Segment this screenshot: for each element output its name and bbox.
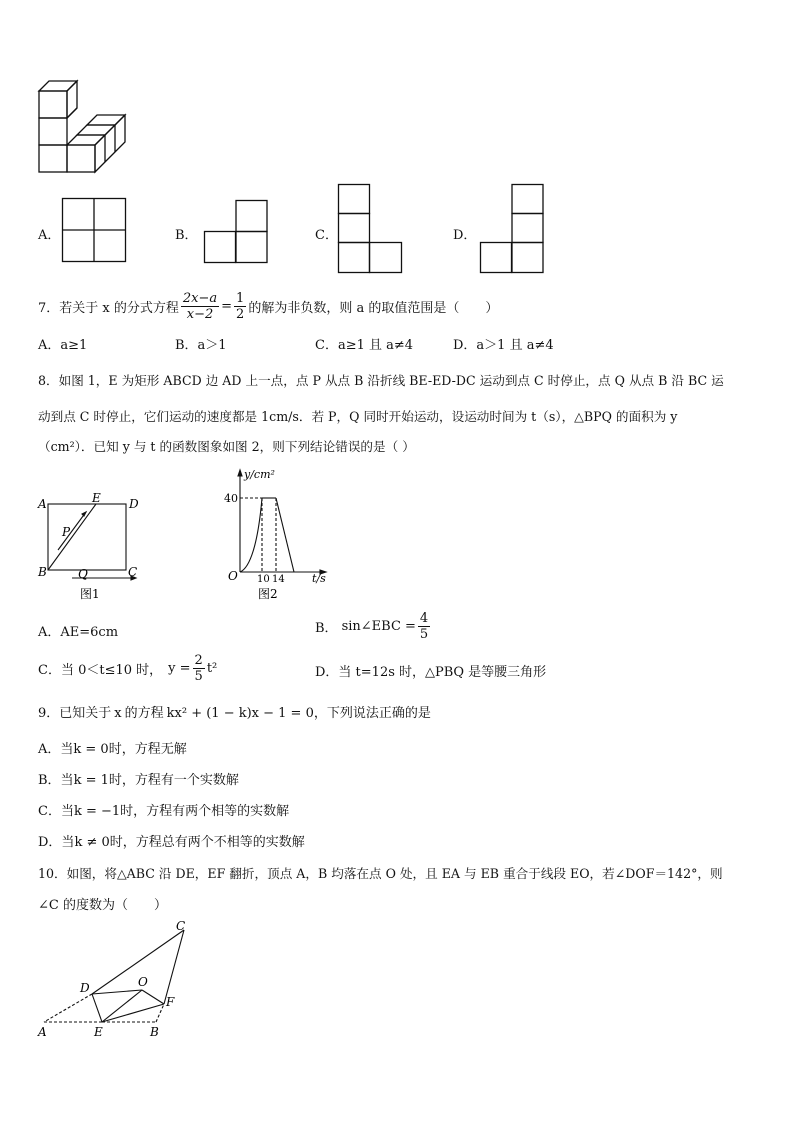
q7-frac-right-num: 1 bbox=[236, 290, 245, 306]
fig1-label-c: C bbox=[128, 565, 138, 579]
q8-option-c-t: t² bbox=[206, 660, 218, 676]
q9-option-a bbox=[38, 738, 187, 757]
fig1-label-p: P bbox=[62, 525, 71, 539]
q9-option-b-pre: B．当 bbox=[38, 773, 74, 788]
q9-option-d-post: 时，方程总有两个不相等的实数解 bbox=[109, 835, 305, 850]
q9-stem-x: x bbox=[114, 706, 122, 721]
q8-option-b-prefix: B． bbox=[315, 620, 338, 636]
fig2-tick-10: 10 bbox=[257, 574, 270, 585]
fig2-origin: O bbox=[228, 569, 238, 583]
q8-option-c-den: 5 bbox=[194, 668, 203, 684]
q9-option-b bbox=[38, 769, 239, 788]
q7-fraction-left bbox=[181, 291, 219, 322]
fig10-label-e: E bbox=[94, 1025, 103, 1039]
q7-stem bbox=[38, 286, 498, 326]
q8-line1: 8．如图 1，E 为矩形 ABCD 边 AD 上一点，点 P 从点 B 沿折线 BE-ED-DC 运动到点 C 时停止，点 Q 从点 B 沿 BC 运 bbox=[38, 373, 724, 388]
q6-option-c-figure bbox=[338, 184, 404, 276]
q6-option-b-label: B． bbox=[175, 228, 198, 243]
q9-option-b-math: k = 1 bbox=[73, 773, 109, 788]
q8-option-c-prefix: C．当 0＜t≤10 时， bbox=[38, 662, 163, 678]
q9-stem-prefix: 9．已知关于 bbox=[38, 706, 112, 721]
fig1-label-d: D bbox=[129, 497, 139, 511]
q9-option-c bbox=[38, 800, 289, 819]
q7-fraction-right bbox=[234, 291, 246, 322]
q7-option-b: B．a＞1 bbox=[175, 338, 227, 353]
q7-option-c: C．a≥1 且 a≠4 bbox=[315, 338, 414, 353]
q7-option-a: A．a≥1 bbox=[38, 338, 88, 353]
q8-option-b-text: sin∠EBC = bbox=[341, 618, 416, 634]
q6-option-d-figure bbox=[480, 184, 546, 276]
q9-option-c-post: 时，方程有两个相等的实数解 bbox=[120, 804, 290, 819]
fig2-xlabel: t/s bbox=[312, 572, 326, 585]
fig1-label-a: A bbox=[38, 497, 47, 511]
fig2-caption: 图2 bbox=[258, 587, 278, 601]
q6-option-c-label: C． bbox=[315, 228, 338, 243]
q7-suffix: 的解为非负数，则 a 的取值范围是（ ） bbox=[248, 300, 499, 316]
q7-prefix: 7．若关于 x 的分式方程 bbox=[38, 300, 179, 316]
q9-option-a-math: k = 0 bbox=[73, 742, 109, 757]
q10-line2: ∠C 的度数为（ ） bbox=[38, 898, 167, 913]
q8-line2: 动到点 C 时停止，它们运动的速度都是 1cm/s．若 P，Q 同时开始运动，设运动时间为 t（s），△BPQ 的面积为 y bbox=[38, 409, 678, 424]
fig1-label-q: Q bbox=[78, 567, 88, 581]
q9-stem-suffix: ，下列说法正确的是 bbox=[313, 706, 431, 721]
q9-option-d bbox=[38, 831, 305, 850]
fig10-label-b: B bbox=[150, 1025, 159, 1039]
q6-option-b-figure bbox=[204, 200, 268, 264]
q8-option-c-fraction bbox=[193, 653, 205, 684]
q9-stem-equation: kx² + (1 − k)x − 1 = 0 bbox=[166, 706, 314, 721]
q8-option-c-num: 2 bbox=[194, 652, 203, 668]
q10-figure bbox=[36, 918, 196, 1044]
q6-option-d-label: D． bbox=[453, 228, 477, 243]
q8-line3: （cm²）．已知 y 与 t 的函数图象如图 2，则下列结论错误的是（ ） bbox=[38, 439, 415, 454]
q7-equals: = bbox=[221, 298, 233, 314]
q9-option-a-post: 时，方程无解 bbox=[108, 742, 187, 757]
q8-option-c-y: y = bbox=[168, 660, 191, 676]
q8-figure-2 bbox=[222, 464, 334, 602]
q6-option-a-figure bbox=[62, 198, 126, 262]
fig10-label-f: F bbox=[166, 995, 175, 1009]
q7-frac-right-den: 2 bbox=[236, 306, 245, 322]
fig10-label-c: C bbox=[176, 919, 186, 933]
fig2-tick-14: 14 bbox=[272, 574, 285, 585]
q6-option-a-label: A． bbox=[38, 228, 61, 243]
fig10-label-a: A bbox=[38, 1025, 47, 1039]
fig1-label-e: E bbox=[92, 491, 101, 505]
q8-option-a: A．AE=6cm bbox=[38, 625, 119, 640]
q8-figure-1 bbox=[36, 492, 146, 604]
q7-frac-left-num: 2x−a bbox=[182, 290, 218, 306]
fig1-caption: 图1 bbox=[80, 587, 100, 601]
q9-option-d-pre: D．当 bbox=[38, 835, 75, 850]
fig1-label-b: B bbox=[38, 565, 47, 579]
q7-frac-left-den: x−2 bbox=[186, 306, 214, 322]
q9-stem-mid: 的方程 bbox=[124, 706, 164, 721]
q9-option-b-post: 时，方程有一个实数解 bbox=[108, 773, 239, 788]
q9-option-a-pre: A．当 bbox=[38, 742, 74, 757]
q8-option-b-fraction bbox=[418, 611, 430, 642]
q8-option-d: D．当 t=12s 时，△PBQ 是等腰三角形 bbox=[315, 665, 547, 680]
fig2-tick-40: 40 bbox=[224, 492, 238, 505]
q10-line1: 10．如图，将△ABC 沿 DE，EF 翻折，顶点 A，B 均落在点 O 处，且 EA 与 EB 重合于线段 EO，若∠DOF＝142°，则 bbox=[38, 866, 723, 881]
q8-option-b-num: 4 bbox=[419, 610, 429, 626]
q9-option-d-math: k ≠ 0 bbox=[74, 835, 110, 850]
q8-option-b bbox=[315, 606, 432, 646]
fig2-ylabel: y/cm² bbox=[244, 468, 275, 481]
q9-option-c-math: k = −1 bbox=[73, 804, 121, 819]
fig10-label-o: O bbox=[138, 975, 148, 989]
cube-stack-figure bbox=[36, 76, 136, 176]
q8-option-c bbox=[38, 648, 217, 688]
q9-option-c-pre: C．当 bbox=[38, 804, 74, 819]
q8-option-b-den: 5 bbox=[419, 626, 429, 642]
fig10-label-d: D bbox=[80, 981, 90, 995]
q7-option-d: D．a＞1 且 a≠4 bbox=[453, 338, 554, 353]
q9-stem bbox=[38, 702, 431, 721]
